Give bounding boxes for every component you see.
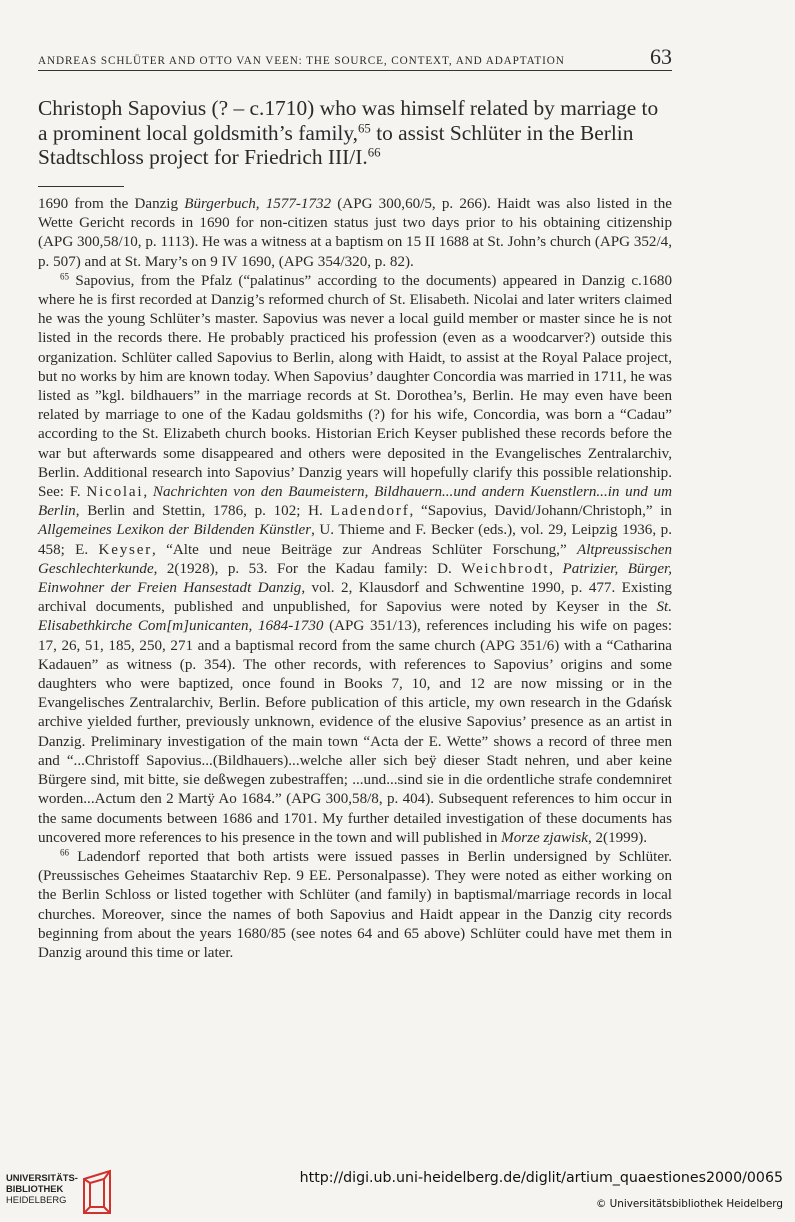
footnote-text: , “Sapovius, David/Johann/Christoph,” in xyxy=(409,503,672,520)
body-paragraph xyxy=(38,96,672,170)
author-name: Keyser xyxy=(98,541,153,558)
body-line: Christoph Sapovius (? – c.1710) who was himself related by marriage to xyxy=(38,96,659,120)
footnote-italic: Allgemeines Lexikon der Bildenden Künstler xyxy=(38,522,312,539)
footnote-text: , 2(1928), p. 53. For the Kadau family: D. xyxy=(153,560,462,577)
logo-line: UNIVERSITÄTS- xyxy=(6,1172,78,1183)
logo-text xyxy=(6,1172,78,1205)
footnote-italic: St. Elisabethkirche Com[m]unicanten, 1684-1730 xyxy=(38,599,672,635)
footnote-text: 1690 from the Danzig xyxy=(38,196,185,212)
footnote-italic: Patrizier, Bürger, Einwohner der Freien Hansestadt Danzig xyxy=(38,560,672,597)
footnote-text: Ladendorf reported that both artists were issued passes in Berlin undersigned by Schlüter. (Preussisches Geheimes Staatarchiv Rep. 9 EE. Personalpasse). They were noted as either working on the Berlin Schloss or listed together with Schlüter (and family) in baptismal/marriage records in local churches. Moreover, since the names of both Sapovius and Haidt appear in the Danzig city records beginning from about the years 1680/85 (see notes 64 and 65 above) Schlüter could have met them in Danzig around this time or later. xyxy=(38,848,672,961)
footnote-65 xyxy=(38,272,672,848)
footnote-ref-66[interactable]: 66 xyxy=(367,145,381,160)
footnote-number: 65 xyxy=(60,271,70,282)
footnote-italic: Nachrichten von den Baumeistern, Bildhauern...und andern Kuenstlern...in und um Berlin xyxy=(38,484,672,520)
footnote-italic: Bürgerbuch, 1577-1732 xyxy=(184,196,332,212)
page-footer xyxy=(0,1163,795,1222)
body-text-segment: a prominent local goldsmith’s family, xyxy=(38,120,359,145)
author-name: Weichbrodt xyxy=(461,560,550,577)
body-text-segment: Stadtschloss project for Friedrich III/I. xyxy=(38,145,368,169)
body-text-segment: to assist Schlüter in the Berlin xyxy=(370,120,634,145)
footnote-64-continuation xyxy=(38,195,672,272)
footnote-text: (APG 300,60/5, p. 266). Haidt was also listed in the Wette Gericht records in 1690 for non-citizen status just two days prior to his obtaining citizenship (APG 300,58/10, p. 1113). He was a witness at a baptism on 15 II 1688 at St. John’s church (APG 352/4, p. 507) and at St. Mary’s on 9 IV 1690, (APG 354/320, p. 82). xyxy=(38,196,672,270)
running-title: ANDREAS SCHLÜTER AND OTTO VAN VEEN: THE SOURCE, CONTEXT, AND ADAPTATION xyxy=(38,55,565,67)
library-emblem-icon xyxy=(80,1169,114,1215)
author-name: Ladendorf xyxy=(330,503,410,520)
body-line xyxy=(38,145,672,170)
footnote-text: (APG 351/13), references including his wife on pages: 17, 26, 51, 185, 250, 271 and a baptismal record from the same church (APG 351/6) with a “Catharina Kadauen” as witness (p. 354). The other records, with references to Sapovius’ origins and some daughters who were baptized, once found in Books 7, 10, and 12 are now missing or in the Evangelisches Zentralarchiv, Berlin. Before publication of this article, my own research in the Gdańsk archive yielded further, previously unknown, evidence of the elusive Sapovius’ presence as an artist in Danzig. Preliminary investigation of the main town “Acta der E. Wette” shows a record of three men and “...Christoff Sapovius...(Bildhauers)...welche aller sich beÿ dieser Stadt nehren, und aber keine Bürgere sind, mit bitte, sie deßwegen zubestraffen; ...und...sind sie in die ordentliche strafe condemniret worden...Actum den 2 Martÿ Ao 1684.” (APG 300,58/8, p. 404). Subsequent references to him occur in the same documents between 1686 and 1701. My further detailed investigation of these documents has uncovered more references to his presence in the town and will published in xyxy=(38,618,673,846)
footnote-italic: Altpreussischen Geschlechterkunde xyxy=(38,541,673,577)
footnote-ref-65[interactable]: 65 xyxy=(358,120,371,135)
footnote-text: , “Alte und neue Beiträge zur Andreas Schlüter Forschung,” xyxy=(152,541,577,558)
logo-line: BIBLIOTHEK xyxy=(6,1183,64,1194)
footnote-number: 66 xyxy=(60,847,70,858)
running-head xyxy=(38,44,672,71)
source-url[interactable]: http://digi.ub.uni-heidelberg.de/diglit/artium_quaestiones2000/0065 xyxy=(299,1170,783,1186)
author-name: Nicolai xyxy=(86,484,144,501)
footnote-text: , vol. 2, Klausdorf and Schwentine 1990, p. 477. Existing archival documents, published and unpublished, for Sapovius were noted by Keyser in the xyxy=(38,580,672,616)
copyright-notice: © Universitätsbibliothek Heidelberg xyxy=(595,1198,783,1210)
footnote-italic: Morze zjawisk xyxy=(501,829,588,846)
footnote-text: , Berlin and Stettin, 1786, p. 102; H. xyxy=(75,503,331,520)
footnotes xyxy=(38,195,672,963)
library-logo[interactable] xyxy=(6,1169,116,1217)
footnote-66 xyxy=(38,848,672,963)
footnote-text: , 2(1999). xyxy=(587,829,648,846)
footnote-text: Sapovius, from the Pfalz (“palatinus” according to the documents) appeared in Danzig c.1680 where he is first recorded at Danzig’s reformed church of St. Elisabeth. Nicolai and later writers claimed he was the young Schlüter’s master. Sapovius was never a local guild member or master since he is not listed in the records there. He probably practiced his profession (even as a woodcarver?) outside this organization. Schlüter called Sapovius to Berlin, along with Haidt, to assist at the Royal Palace project, but no works by him are known today. When Sapovius’ daughter Concordia was married in 1711, he was listed as ”kgl. bildhauers” in the marriage records at St. Dorothea’s, Berlin. He may even have been related by marriage to one of the Kadau goldsmiths (?) for his wife, Concordia, was born a “Cadau” according to the St. Elizabeth church books. Historian Erich Keyser published these records before the war but afterwards some disappeared and others were deposited in the Evangelisches Zentralarchiv, Berlin. Additional research into Sapovius’ Danzig years will hopefully clarify this possible relationship. See: F. xyxy=(38,272,672,501)
footnote-text: , U. Thieme and F. Becker (eds.), vol. 29, Leipzig 1936, p. 458; E. xyxy=(38,522,672,558)
footnote-separator xyxy=(38,186,124,187)
footnote-text: , xyxy=(549,560,563,577)
logo-line: HEIDELBERG xyxy=(6,1194,67,1205)
page-number: 63 xyxy=(650,44,672,69)
footnote-text: , xyxy=(143,484,153,501)
body-line xyxy=(38,121,672,146)
